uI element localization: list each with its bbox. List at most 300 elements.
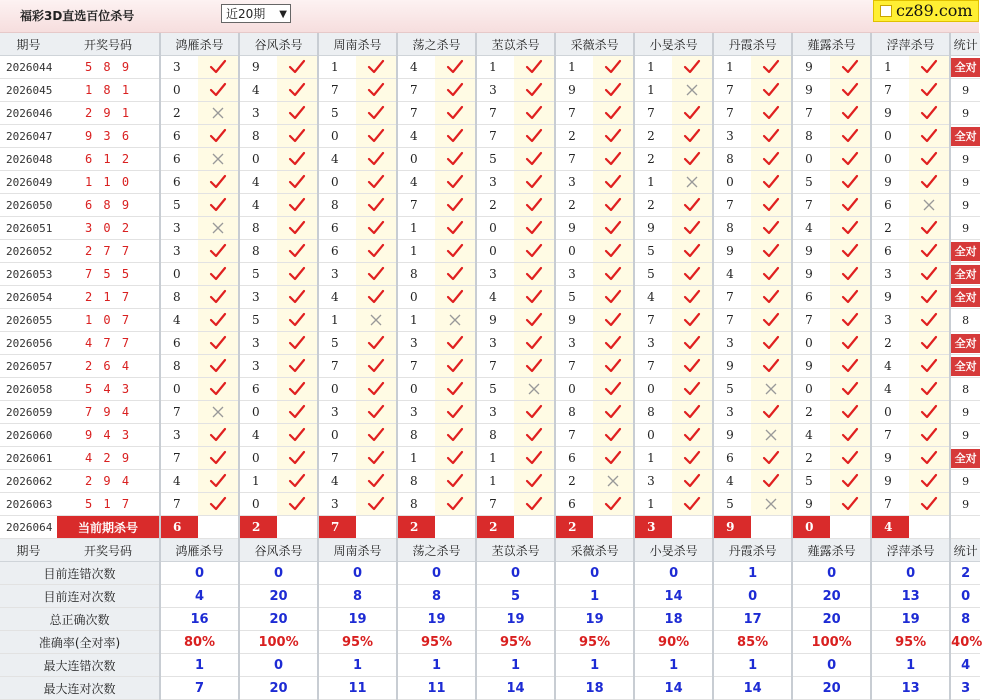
current-kill-number: 2 — [239, 516, 277, 539]
check-icon — [435, 355, 476, 378]
check-icon — [514, 79, 555, 102]
check-icon — [751, 56, 792, 79]
check-icon — [909, 217, 950, 240]
check-icon — [514, 263, 555, 286]
check-icon — [830, 79, 871, 102]
check-icon — [198, 263, 239, 286]
all-correct-badge: 全对 — [951, 357, 980, 376]
summary-row — [0, 585, 980, 608]
kill-number-cell: 7 — [476, 125, 514, 148]
table-row — [0, 470, 980, 493]
check-icon — [356, 56, 397, 79]
kill-number-cell: 2 — [634, 194, 672, 217]
check-icon — [672, 102, 713, 125]
check-icon — [672, 217, 713, 240]
draw-number-cell: 4 7 7 — [57, 332, 160, 355]
stat-value: 8 — [962, 313, 970, 327]
kill-number-cell: 3 — [160, 56, 198, 79]
summary-row — [0, 608, 980, 631]
kill-number-cell: 8 — [555, 401, 593, 424]
kill-number-cell: 0 — [634, 424, 672, 447]
check-icon — [830, 56, 871, 79]
kill-number-cell: 3 — [713, 332, 751, 355]
kill-number-cell: 8 — [318, 194, 356, 217]
kill-number-cell: 5 — [318, 332, 356, 355]
kill-number-cell: 4 — [871, 355, 909, 378]
check-icon — [277, 102, 318, 125]
kill-number-cell: 3 — [239, 355, 277, 378]
period-range-select[interactable] — [221, 4, 291, 23]
kill-number-cell: 1 — [634, 79, 672, 102]
kill-number-cell: 3 — [871, 309, 909, 332]
check-icon — [830, 355, 871, 378]
summary-value: 0 — [871, 562, 950, 585]
check-icon — [593, 447, 634, 470]
stat-cell — [950, 56, 980, 79]
kill-number-cell: 7 — [555, 102, 593, 125]
table-row — [0, 171, 980, 194]
draw-number-cell: 7 9 4 — [57, 401, 160, 424]
kill-number-cell: 9 — [713, 240, 751, 263]
check-icon — [514, 194, 555, 217]
check-icon — [277, 56, 318, 79]
empty-cell — [593, 516, 634, 539]
check-icon — [909, 424, 950, 447]
check-icon — [356, 171, 397, 194]
check-icon — [830, 378, 871, 401]
check-icon — [435, 493, 476, 516]
kill-number-cell: 1 — [397, 217, 435, 240]
check-icon — [356, 493, 397, 516]
check-icon — [751, 286, 792, 309]
check-icon — [277, 424, 318, 447]
summary-value: 20 — [792, 608, 871, 631]
summary-value: 100% — [239, 631, 318, 654]
check-icon — [356, 263, 397, 286]
check-icon — [593, 171, 634, 194]
empty-cell — [909, 516, 950, 539]
check-icon — [435, 171, 476, 194]
check-icon — [593, 125, 634, 148]
kill-number-cell: 1 — [634, 493, 672, 516]
check-icon — [514, 240, 555, 263]
summary-row — [0, 654, 980, 677]
kill-number-cell: 4 — [318, 286, 356, 309]
kill-number-cell: 7 — [476, 102, 514, 125]
cross-icon — [751, 493, 792, 516]
kill-number-cell: 8 — [713, 148, 751, 171]
check-icon — [435, 401, 476, 424]
kill-number-cell: 8 — [160, 355, 198, 378]
kill-number-cell: 9 — [555, 217, 593, 240]
kill-number-cell: 6 — [160, 332, 198, 355]
kill-number-cell: 4 — [713, 263, 751, 286]
period-cell: 2026056 — [0, 332, 57, 355]
summary-value: 20 — [239, 585, 318, 608]
column-header: 期号 — [0, 539, 57, 562]
all-correct-badge: 全对 — [951, 288, 980, 307]
kill-number-cell: 1 — [239, 470, 277, 493]
kill-number-cell: 3 — [318, 263, 356, 286]
draw-number-cell: 2 9 4 — [57, 470, 160, 493]
check-icon — [356, 332, 397, 355]
summary-value: 5 — [476, 585, 555, 608]
kill-number-cell: 4 — [397, 171, 435, 194]
check-icon — [593, 217, 634, 240]
stat-cell — [950, 263, 980, 286]
kill-number-cell: 6 — [160, 171, 198, 194]
kill-number-cell: 2 — [476, 194, 514, 217]
check-icon — [909, 401, 950, 424]
kill-number-cell: 8 — [634, 401, 672, 424]
kill-number-cell: 0 — [397, 148, 435, 171]
kill-number-cell: 9 — [871, 171, 909, 194]
kill-number-cell: 6 — [318, 217, 356, 240]
summary-label: 总正确次数 — [0, 608, 160, 631]
check-icon — [830, 102, 871, 125]
kill-number-cell: 1 — [476, 56, 514, 79]
kill-number-cell: 9 — [713, 424, 751, 447]
kill-number-cell: 0 — [555, 240, 593, 263]
check-icon — [198, 470, 239, 493]
draw-number-cell: 7 5 5 — [57, 263, 160, 286]
stat-value: 9 — [962, 497, 970, 511]
summary-value: 100% — [792, 631, 871, 654]
all-correct-badge: 全对 — [951, 449, 980, 468]
summary-value: 13 — [871, 585, 950, 608]
kill-number-cell: 9 — [792, 355, 830, 378]
check-icon — [277, 447, 318, 470]
table-row — [0, 355, 980, 378]
summary-value: 11 — [318, 677, 397, 700]
draw-number-cell: 1 1 0 — [57, 171, 160, 194]
empty-cell — [435, 516, 476, 539]
summary-label: 目前连对次数 — [0, 585, 160, 608]
check-icon — [751, 194, 792, 217]
kill-number-cell: 3 — [634, 332, 672, 355]
check-icon — [751, 470, 792, 493]
table-row — [0, 286, 980, 309]
check-icon — [356, 125, 397, 148]
stat-value: 9 — [962, 221, 970, 235]
kill-number-cell: 2 — [160, 102, 198, 125]
check-icon — [909, 378, 950, 401]
period-cell: 2026064 — [0, 516, 57, 539]
column-header: 谷风杀号 — [239, 539, 318, 562]
draw-number-cell: 5 4 3 — [57, 378, 160, 401]
kill-number-cell: 5 — [318, 102, 356, 125]
kill-number-cell: 2 — [871, 332, 909, 355]
summary-value: 19 — [555, 608, 634, 631]
summary-label: 最大连对次数 — [0, 677, 160, 700]
kill-number-cell: 5 — [634, 263, 672, 286]
period-cell: 2026062 — [0, 470, 57, 493]
check-icon — [356, 378, 397, 401]
check-icon — [356, 401, 397, 424]
current-kill-number: 2 — [555, 516, 593, 539]
stat-cell — [950, 493, 980, 516]
logo-square-icon — [880, 5, 892, 17]
kill-number-cell: 4 — [713, 470, 751, 493]
period-cell: 2026058 — [0, 378, 57, 401]
check-icon — [751, 102, 792, 125]
summary-label: 最大连错次数 — [0, 654, 160, 677]
summary-value: 7 — [160, 677, 239, 700]
kill-number-cell: 4 — [239, 171, 277, 194]
kill-number-cell: 4 — [397, 125, 435, 148]
summary-value: 0 — [476, 562, 555, 585]
summary-value: 0 — [160, 562, 239, 585]
summary-value: 20 — [792, 677, 871, 700]
period-cell: 2026054 — [0, 286, 57, 309]
check-icon — [593, 309, 634, 332]
check-icon — [909, 286, 950, 309]
check-icon — [672, 401, 713, 424]
check-icon — [830, 263, 871, 286]
kill-number-cell: 3 — [397, 401, 435, 424]
kill-number-cell: 8 — [239, 125, 277, 148]
summary-value: 1 — [634, 654, 713, 677]
kill-number-cell: 4 — [476, 286, 514, 309]
check-icon — [909, 240, 950, 263]
check-icon — [435, 217, 476, 240]
check-icon — [593, 493, 634, 516]
stat-value: 9 — [962, 405, 970, 419]
check-icon — [514, 493, 555, 516]
draw-number-cell: 6 8 9 — [57, 194, 160, 217]
stat-cell — [950, 355, 980, 378]
site-logo[interactable] — [873, 0, 979, 22]
kill-number-cell: 0 — [634, 378, 672, 401]
kill-number-cell: 0 — [160, 79, 198, 102]
column-header: 小旻杀号 — [634, 539, 713, 562]
cross-icon — [909, 194, 950, 217]
kill-number-cell: 8 — [792, 125, 830, 148]
summary-value: 20 — [239, 608, 318, 631]
kill-number-cell: 5 — [555, 286, 593, 309]
kill-number-cell: 5 — [239, 263, 277, 286]
current-kill-number: 3 — [634, 516, 672, 539]
summary-value: 13 — [871, 677, 950, 700]
current-kill-number: 6 — [160, 516, 198, 539]
check-icon — [277, 309, 318, 332]
check-icon — [751, 332, 792, 355]
empty-cell — [950, 516, 980, 539]
kill-number-cell: 7 — [713, 309, 751, 332]
kill-number-cell: 2 — [634, 125, 672, 148]
check-icon — [435, 79, 476, 102]
summary-value: 17 — [713, 608, 792, 631]
kill-number-cell: 5 — [239, 309, 277, 332]
kill-number-cell: 3 — [160, 217, 198, 240]
check-icon — [435, 125, 476, 148]
kill-number-cell: 2 — [634, 148, 672, 171]
check-icon — [514, 447, 555, 470]
stat-cell — [950, 309, 980, 332]
summary-value: 8 — [318, 585, 397, 608]
kill-number-cell: 7 — [160, 401, 198, 424]
current-period-row — [0, 516, 980, 539]
kill-number-cell: 7 — [713, 79, 751, 102]
check-icon — [672, 240, 713, 263]
check-icon — [593, 102, 634, 125]
empty-cell — [356, 516, 397, 539]
check-icon — [277, 125, 318, 148]
check-icon — [909, 355, 950, 378]
kill-number-cell: 9 — [634, 217, 672, 240]
summary-value: 95% — [318, 631, 397, 654]
check-icon — [277, 332, 318, 355]
kill-number-cell: 8 — [160, 286, 198, 309]
period-cell: 2026057 — [0, 355, 57, 378]
check-icon — [593, 148, 634, 171]
check-icon — [672, 125, 713, 148]
check-icon — [514, 401, 555, 424]
kill-number-cell: 9 — [792, 493, 830, 516]
column-header: 丹霞杀号 — [713, 539, 792, 562]
stat-cell — [950, 286, 980, 309]
stat-value: 9 — [962, 474, 970, 488]
kill-number-cell: 3 — [555, 263, 593, 286]
kill-number-cell: 3 — [476, 401, 514, 424]
check-icon — [277, 263, 318, 286]
check-icon — [830, 171, 871, 194]
check-icon — [672, 470, 713, 493]
check-icon — [356, 102, 397, 125]
check-icon — [277, 470, 318, 493]
check-icon — [909, 470, 950, 493]
period-cell: 2026044 — [0, 56, 57, 79]
kill-number-cell: 7 — [476, 493, 514, 516]
kill-number-cell: 7 — [555, 424, 593, 447]
summary-value: 0 — [555, 562, 634, 585]
stat-cell — [950, 401, 980, 424]
cross-icon — [356, 309, 397, 332]
kill-number-cell: 3 — [871, 263, 909, 286]
all-correct-badge: 全对 — [951, 242, 980, 261]
table-row — [0, 217, 980, 240]
check-icon — [356, 470, 397, 493]
draw-number-cell: 6 1 2 — [57, 148, 160, 171]
empty-cell — [830, 516, 871, 539]
check-icon — [830, 148, 871, 171]
check-icon — [435, 194, 476, 217]
empty-cell — [672, 516, 713, 539]
kill-number-cell: 3 — [476, 332, 514, 355]
check-icon — [830, 401, 871, 424]
kill-number-cell: 6 — [555, 493, 593, 516]
stat-cell — [950, 194, 980, 217]
cross-icon — [593, 470, 634, 493]
summary-value: 20 — [239, 677, 318, 700]
check-icon — [198, 332, 239, 355]
current-kill-number: 2 — [397, 516, 435, 539]
check-icon — [672, 332, 713, 355]
check-icon — [514, 309, 555, 332]
check-icon — [593, 240, 634, 263]
check-icon — [672, 194, 713, 217]
column-header: 浮萍杀号 — [871, 33, 950, 56]
kill-number-cell: 1 — [397, 447, 435, 470]
table-row — [0, 401, 980, 424]
kill-number-cell: 9 — [713, 355, 751, 378]
check-icon — [909, 148, 950, 171]
check-icon — [514, 102, 555, 125]
draw-number-cell: 3 0 2 — [57, 217, 160, 240]
check-icon — [277, 194, 318, 217]
draw-number-cell: 5 1 7 — [57, 493, 160, 516]
summary-value: 4 — [160, 585, 239, 608]
check-icon — [909, 171, 950, 194]
check-icon — [514, 355, 555, 378]
check-icon — [435, 378, 476, 401]
kill-number-cell: 7 — [871, 493, 909, 516]
kill-number-cell: 0 — [476, 217, 514, 240]
check-icon — [593, 424, 634, 447]
stat-cell — [950, 447, 980, 470]
summary-row — [0, 562, 980, 585]
check-icon — [277, 171, 318, 194]
kill-number-cell: 0 — [239, 148, 277, 171]
check-icon — [435, 286, 476, 309]
table-row — [0, 309, 980, 332]
check-icon — [593, 401, 634, 424]
kill-number-cell: 9 — [555, 79, 593, 102]
kill-number-cell: 0 — [397, 286, 435, 309]
kill-number-cell: 4 — [318, 148, 356, 171]
column-header: 期号 — [0, 33, 57, 56]
check-icon — [435, 447, 476, 470]
kill-number-cell: 2 — [871, 217, 909, 240]
kill-number-cell: 6 — [160, 125, 198, 148]
check-icon — [356, 447, 397, 470]
check-icon — [593, 79, 634, 102]
kill-number-cell: 0 — [871, 401, 909, 424]
kill-number-cell: 6 — [239, 378, 277, 401]
summary-value: 0 — [318, 562, 397, 585]
check-icon — [593, 378, 634, 401]
table-row — [0, 56, 980, 79]
check-icon — [830, 447, 871, 470]
kill-number-cell: 1 — [555, 56, 593, 79]
kill-number-cell: 0 — [871, 148, 909, 171]
kill-number-cell: 8 — [397, 424, 435, 447]
check-icon — [277, 79, 318, 102]
cross-icon — [751, 378, 792, 401]
kill-number-cell: 4 — [239, 79, 277, 102]
summary-value: 1 — [871, 654, 950, 677]
check-icon — [198, 424, 239, 447]
check-icon — [514, 125, 555, 148]
kill-number-cell: 4 — [239, 194, 277, 217]
check-icon — [198, 171, 239, 194]
check-icon — [751, 125, 792, 148]
kill-number-cell: 6 — [318, 240, 356, 263]
cross-icon — [514, 378, 555, 401]
check-icon — [751, 79, 792, 102]
kill-number-cell: 1 — [634, 171, 672, 194]
all-correct-badge: 全对 — [951, 127, 980, 146]
summary-value: 19 — [476, 608, 555, 631]
check-icon — [198, 79, 239, 102]
cross-icon — [198, 102, 239, 125]
check-icon — [435, 56, 476, 79]
logo-text: cz89.com — [896, 1, 973, 20]
check-icon — [435, 240, 476, 263]
summary-value: 1 — [397, 654, 476, 677]
kill-number-cell: 3 — [239, 332, 277, 355]
kill-number-cell: 7 — [318, 355, 356, 378]
